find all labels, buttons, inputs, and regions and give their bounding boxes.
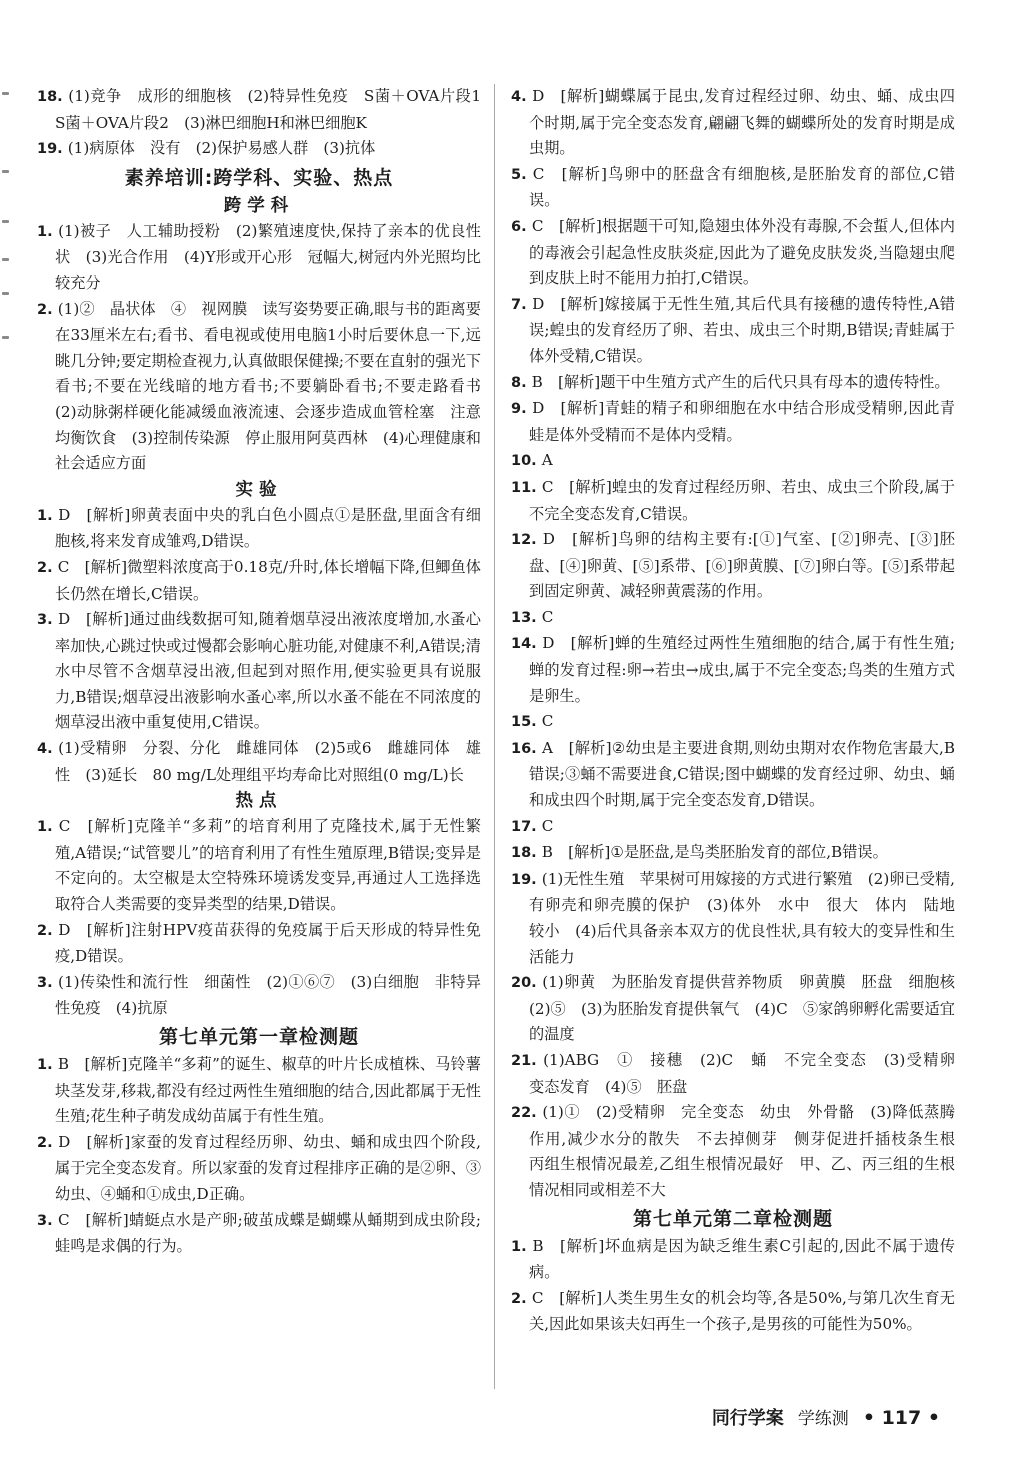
item-text: C <box>541 607 554 626</box>
answer-item <box>511 214 955 292</box>
item-number: 18. <box>37 89 69 105</box>
answer-item <box>511 736 955 814</box>
item-text: A [解析]②幼虫是主要进食期,则幼虫期对农作物危害最大,B错误;③蛹不需要进食,C错误;图中蝴蝶的发育经过卵、幼虫、蛹和成虫四个时期,属于完全变态发育,D错误。 <box>529 738 955 810</box>
answer-item <box>37 219 481 297</box>
answer-item <box>511 631 955 709</box>
item-number: 2. <box>37 1134 59 1151</box>
item-text: D [解析]鸟卵的结构主要有:[①]气室、[②]卵壳、[③]胚盘、[④]卵黄、[⑤]系带、[⑥]卵黄膜、[⑦]卵白等。[⑤]系带起到固定卵黄、减轻卵黄震荡的作用。 <box>529 530 955 601</box>
right-column <box>511 84 971 1338</box>
item-text: C [解析]鸟卵中的胚盘含有细胞核,是胚胎发育的部位,C错误。 <box>529 164 955 210</box>
answer-item <box>37 84 497 136</box>
item-number: 2. <box>37 301 58 318</box>
answer-item <box>511 292 955 370</box>
answer-item <box>37 736 481 788</box>
item-number: 3. <box>37 974 59 991</box>
page-number: • 117 • <box>862 1407 940 1429</box>
section-title: 素养培训:跨学科、实验、热点 <box>124 166 394 189</box>
answer-item <box>511 605 955 632</box>
item-number: 1. <box>37 1057 58 1073</box>
item-number: 19. <box>37 141 68 158</box>
item-text: C [解析]蜻蜓点水是产卵;破茧成蝶是蝴蝶从蛹期到成虫阶段;蛙鸣是求偶的行为。 <box>55 1210 481 1256</box>
answer-item <box>37 297 497 477</box>
item-text: (1)② 晶状体 ④ 视网膜 读写姿势要正确,眼与书的距离要在33厘米左右;看书、看电视或使用电脑1小时后要休息一下,远眺几分钟;要定期检查视力,认真做眼保健操;不要在直射的强光下看书;不要在光线暗的地方看书;不要躺卧看书;不要走路看书 (2)动脉粥样硬化能减缓血液流速、会逐步造成血管栓塞 注意均衡饮食 (3)控制传染源 停止服用阿莫西林 (4)心理健康和社会适应方面 <box>55 299 497 473</box>
subsection-title: 热点 <box>235 791 283 812</box>
item-text: D [解析]青蛙的精子和卵细胞在水中结合形成受精卵,因此青蛙是体外受精而不是体内受精。 <box>529 399 955 444</box>
answer-item <box>37 918 481 970</box>
page-footer <box>712 1404 940 1430</box>
item-number: 13. <box>511 609 542 626</box>
answer-item <box>37 503 481 555</box>
answer-item <box>511 1234 955 1286</box>
item-text: D [解析]嫁接属于无性生殖,其后代具有接穗的遗传特性,A错误;蝗虫的发育经历了卵、若虫、成虫三个时期,B错误;青蛙属于体外受精,C错误。 <box>529 294 955 365</box>
answer-item <box>511 475 955 527</box>
subsection-title: 实验 <box>235 479 283 500</box>
footer-subtitle: 学练测 <box>797 1409 849 1429</box>
answer-item <box>37 1052 481 1130</box>
item-text: D [解析]蝴蝶属于昆虫,发育过程经过卵、幼虫、蛹、成虫四个时期,属于完全变态发育,翩翩飞舞的蝴蝶所处的发育时期是成虫期。 <box>529 87 955 158</box>
item-text: C <box>541 712 554 731</box>
item-text: C <box>541 816 554 835</box>
item-number: 4. <box>37 741 59 758</box>
subsection-title: 跨学科 <box>223 195 295 216</box>
item-text: (1)竞争 成形的细胞核 (2)特异性免疫 S菌＋OVA片段1 S菌＋OVA片段2 (3)淋巴细胞H和淋巴细胞K <box>55 87 497 132</box>
item-number: 2. <box>37 559 58 576</box>
item-text: (1)ABG ① 接穗 (2)C 蛹 不完全变态 (3)受精卵 变态发育 (4)⑤ 胚盘 <box>529 1050 971 1096</box>
item-number: 17. <box>511 818 542 835</box>
section-title: 第七单元第一章检测题 <box>158 1026 359 1048</box>
item-text: C [解析]克隆羊“多莉”的培育利用了克隆技术,属于无性繁殖,A错误;“试管婴儿”的培育利用了有性生殖原理,B错误;变异是不定向的。太空椒是太空特殊环境诱发变异,再通过人工选择选取符合人类需要的变异类型的结果,D错误。 <box>55 817 481 914</box>
answer-item <box>511 1100 971 1203</box>
item-number: 16. <box>511 740 542 757</box>
item-number: 10. <box>511 453 542 470</box>
item-number: 1. <box>511 1238 533 1255</box>
answer-item <box>37 607 481 736</box>
item-text: (1)无性生殖 苹果树可用嫁接的方式进行繁殖 (2)卵已受精,有卵壳和卵壳膜的保护 (3)体外 水中 很大 体内 陆地 较小 (4)后代具备亲本双方的优良性状,具有较大的变异性和生活能力 <box>529 869 971 966</box>
item-text: C [解析]人类生男生女的机会均等,各是50%,与第几次生育无关,因此如果该夫妇再生一个孩子,是男孩的可能性为50%。 <box>529 1288 955 1334</box>
answer-item <box>511 709 955 736</box>
item-text: D [解析]通过曲线数据可知,随着烟草浸出液浓度增加,水蚤心率加快,心跳过快或过慢都会影响心脏功能,对健康不利,A错误;清水中尽管不含烟草浸出液,但起到对照作用,便实验更具有说服力,B错误;烟草浸出液影响水蚤心率,所以水蚤不能在不同浓度的烟草浸出液中重复使用,C错误。 <box>55 610 481 732</box>
binding-margin-marks <box>0 80 14 450</box>
answer-item <box>37 1208 481 1260</box>
answer-item <box>37 136 481 163</box>
item-number: 22. <box>511 1105 543 1122</box>
item-number: 8. <box>511 374 532 391</box>
answer-item <box>511 370 955 397</box>
answer-item <box>37 970 481 1022</box>
item-text: (1)卵黄 为胚胎发育提供营养物质 卵黄膜 胚盘 细胞核 (2)⑤ (3)为胚胎发育提供氧气 (4)C ⑤家鸽卵孵化需要适宜的温度 <box>529 973 971 1044</box>
item-text: C [解析]根据题干可知,隐翅虫体外没有毒腺,不会蜇人,但体内的毒液会引起急性皮肤炎症,因此为了避免皮肤发炎,当隐翅虫爬到皮肤上时不能用力拍打,C错误。 <box>529 216 955 288</box>
item-text: C [解析]蝗虫的发育过程经历卵、若虫、成虫三个阶段,属于不完全变态发育,C错误。 <box>529 477 955 523</box>
item-text: D [解析]蝉的生殖经过两性生殖细胞的结合,属于有性生殖;蝉的发育过程:卵→若虫→成虫,属于不完全变态;鸟类的生殖方式是卵生。 <box>529 634 955 705</box>
item-number: 7. <box>511 296 533 313</box>
item-text: B [解析]①是胚盘,是鸟类胚胎发育的部位,B错误。 <box>541 843 888 862</box>
item-number: 19. <box>511 871 542 888</box>
item-text: (1)被子 人工辅助授粉 (2)繁殖速度快,保持了亲本的优良性状 (3)光合作用 (4)Y形或开心形 冠幅大,树冠内外光照均比较充分 <box>55 221 481 292</box>
left-column <box>37 84 497 1260</box>
item-number: 15. <box>511 714 542 731</box>
section-title: 第七单元第二章检测题 <box>632 1207 833 1230</box>
answer-item <box>37 555 481 607</box>
answer-item <box>511 867 971 970</box>
item-number: 4. <box>511 89 533 105</box>
item-number: 14. <box>511 636 543 653</box>
item-text: A <box>541 451 553 470</box>
item-number: 5. <box>511 166 533 183</box>
item-number: 6. <box>511 218 532 235</box>
item-number: 21. <box>511 1052 544 1069</box>
item-text: (1)传染性和流行性 细菌性 (2)①⑥⑦ (3)白细胞 非特异性免疫 (4)抗原 <box>55 972 481 1018</box>
item-text: D [解析]卵黄表面中央的乳白色小圆点①是胚盘,里面含有细胞核,将来发育成雏鸡,D错误。 <box>55 505 481 551</box>
answer-item <box>511 1048 971 1100</box>
item-number: 18. <box>511 845 542 862</box>
item-number: 3. <box>37 612 58 629</box>
answer-item <box>37 1130 481 1208</box>
item-number: 12. <box>511 532 543 549</box>
item-number: 20. <box>511 975 543 992</box>
item-number: 1. <box>37 507 59 524</box>
answer-item <box>37 814 481 917</box>
answer-item <box>511 527 955 605</box>
item-text: (1)受精卵 分裂、分化 雌雄同体 (2)5或6 雌雄同体 雄性 (3)延长 80 mg/L处理组平均寿命比对照组(0 mg/L)长 <box>55 739 481 784</box>
answer-item <box>511 448 955 475</box>
answer-item <box>511 970 971 1048</box>
item-number: 1. <box>37 819 59 836</box>
item-text: (1)病原体 没有 (2)保护易感人群 (3)抗体 <box>67 139 376 158</box>
answer-item <box>511 840 955 867</box>
answer-item <box>511 396 955 448</box>
footer-brand: 同行学案 <box>711 1408 784 1429</box>
answer-item <box>511 814 955 841</box>
item-text: C [解析]微塑料浓度高于0.18克/升时,体长增幅下降,但鲫鱼体长仍然在增长,C错误。 <box>55 557 481 603</box>
item-number: 2. <box>37 922 59 939</box>
answer-item <box>511 84 955 162</box>
item-number: 2. <box>511 1290 532 1307</box>
item-text: B [解析]坏血病是因为缺乏维生素C引起的,因此不属于遗传病。 <box>529 1236 955 1282</box>
item-number: 3. <box>37 1212 58 1229</box>
item-text: B [解析]题干中生殖方式产生的后代只具有母本的遗传特性。 <box>531 372 950 391</box>
item-text: (1)① (2)受精卵 完全变态 幼虫 外骨骼 (3)降低蒸腾作用,减少水分的散失 不去掉侧芽 侧芽促进扦插枝条生根 丙组生根情况最差,乙组生根情况最好 甲、乙、丙三组的生根情况相同或相差不大 <box>529 1103 971 1199</box>
item-number: 1. <box>37 223 59 240</box>
item-number: 9. <box>511 401 533 418</box>
item-text: B [解析]克隆羊“多莉”的诞生、椒草的叶片长成植株、马铃薯块茎发芽,移栽,都没有经过两性生殖细胞的结合,因此都属于无性生殖;花生种子萌发成幼苗属于有性生殖。 <box>55 1055 481 1126</box>
item-number: 11. <box>511 479 542 496</box>
answer-item <box>511 1286 955 1338</box>
item-text: D [解析]注射HPV疫苗获得的免疫属于后天形成的特异性免疫,D错误。 <box>55 920 481 966</box>
answer-item <box>511 162 955 214</box>
column-divider <box>494 84 495 1389</box>
item-text: D [解析]家蚕的发育过程经历卵、幼虫、蛹和成虫四个阶段,属于完全变态发育。所以家蚕的发育过程排序正确的是②卵、③幼虫、④蛹和①成虫,D正确。 <box>55 1132 481 1203</box>
